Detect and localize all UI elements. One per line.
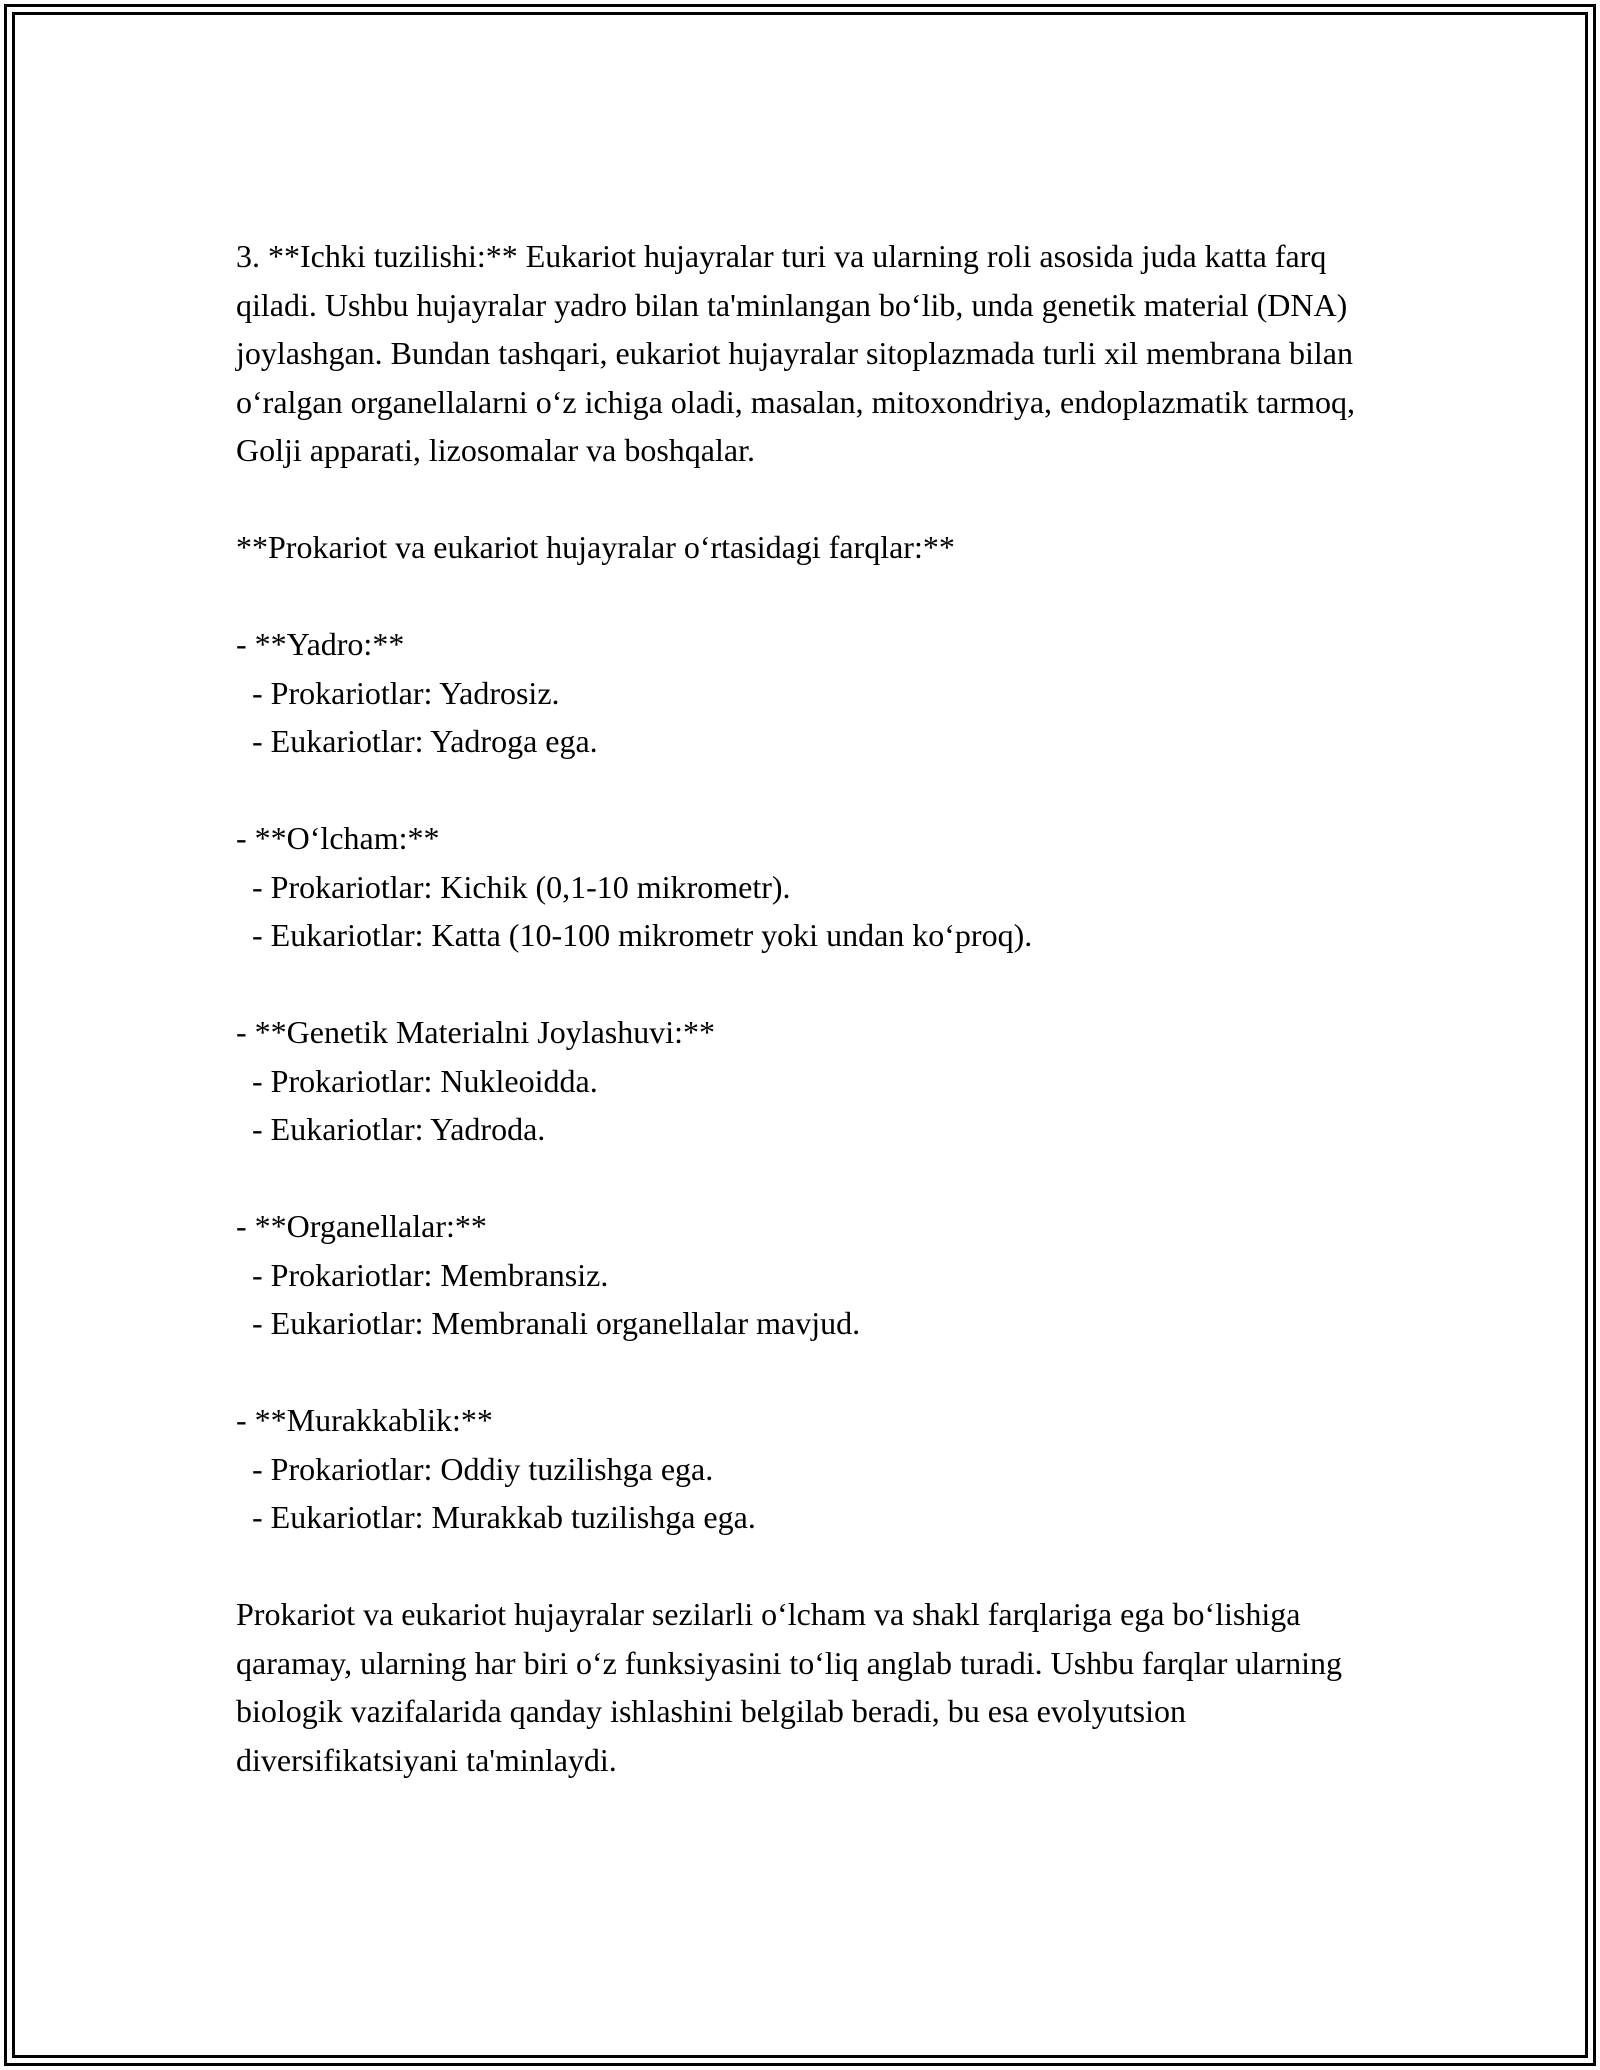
prokaryote-line: - Prokariotlar: Yadrosiz. xyxy=(236,674,560,711)
section-title: - **O‘lcham:** xyxy=(236,820,440,856)
eukaryote-line: - Eukariotlar: Yadroda. xyxy=(236,1111,546,1147)
spacer xyxy=(236,1154,1366,1203)
conclusion-paragraph: Prokariot va eukariot hujayralar sezilarli o‘lcham va shakl farqlariga ega bo‘lishiga qaramay, ularning har biri o‘z funksiyasini to‘liq anglab turadi. Ushbu farqlar ularning biologik vazifalarida qanday ishlashini belgilab beradi, bu esa evolyutsion diversifikatsiyani ta'minlaydi. xyxy=(236,1596,1351,1778)
eukaryote-line: - Eukariotlar: Katta (10-100 mikrometr yoki undan ko‘proq). xyxy=(236,917,1033,953)
prokaryote-line: - Prokariotlar: Oddiy tuzilishga ega. xyxy=(236,1450,714,1487)
section-organellalar xyxy=(236,1202,1366,1348)
section-olcham xyxy=(236,814,1366,960)
prokaryote-line: - Prokariotlar: Membransiz. xyxy=(236,1256,609,1293)
section-title: - **Organellalar:** xyxy=(236,1208,487,1244)
section-murakkablik xyxy=(236,1396,1366,1542)
section-title: - **Yadro:** xyxy=(236,626,405,662)
spacer xyxy=(236,572,1366,621)
eukaryote-line: - Eukariotlar: Membranali organellalar mavjud. xyxy=(236,1305,861,1341)
section-genetik-material xyxy=(236,1008,1366,1154)
eukaryote-line: - Eukariotlar: Murakkab tuzilishga ega. xyxy=(236,1499,756,1535)
intro-paragraph: 3. **Ichki tuzilishi:** Eukariot hujayralar turi va ularning roli asosida juda katta farq qiladi. Ushbu hujayralar yadro bilan ta'minlangan bo‘lib, unda genetik material (DNA) joylashgan. Bundan tashqari, eukariot hujayralar sitoplazmada turli xil membrana bilan o‘ralgan organellalarni o‘z ichiga oladi, masalan, mitoxondriya, endoplazmatik tarmoq, Golji apparati, lizosomalar va boshqalar. xyxy=(236,238,1364,468)
spacer xyxy=(236,960,1366,1009)
differences-heading: **Prokariot va eukariot hujayralar o‘rtasidagi farqlar:** xyxy=(236,529,955,565)
section-title: - **Genetik Materialni Joylashuvi:** xyxy=(236,1014,716,1050)
section-title: - **Murakkablik:** xyxy=(236,1402,493,1438)
spacer xyxy=(236,1348,1366,1397)
spacer xyxy=(236,766,1366,815)
prokaryote-line: - Prokariotlar: Nukleoidda. xyxy=(236,1062,598,1099)
document-body xyxy=(236,232,1366,1784)
eukaryote-line: - Eukariotlar: Yadroga ega. xyxy=(236,723,598,759)
prokaryote-line: - Prokariotlar: Kichik (0,1-10 mikrometr). xyxy=(236,868,791,905)
spacer xyxy=(236,475,1366,524)
spacer xyxy=(236,1542,1366,1591)
section-yadro xyxy=(236,620,1366,766)
